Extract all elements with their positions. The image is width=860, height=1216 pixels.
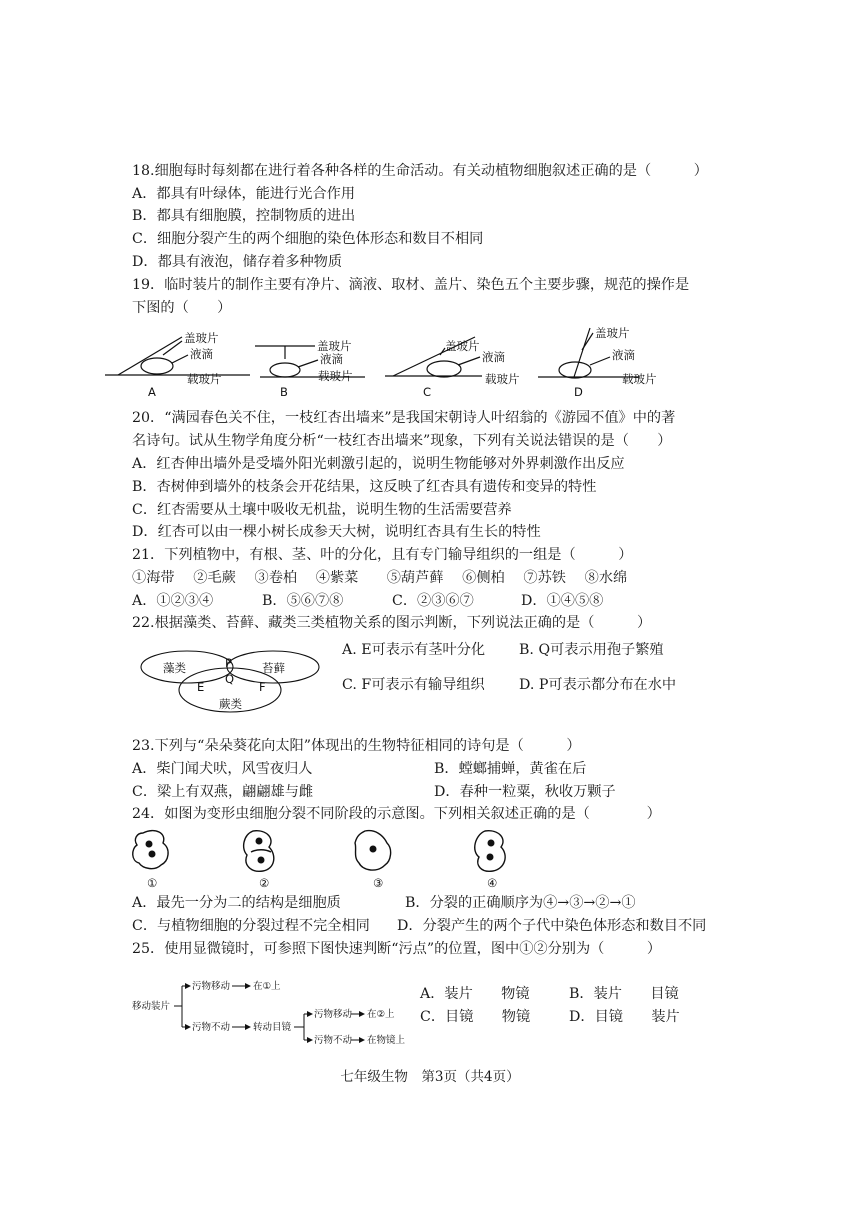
q20-option-d: D．红杏可以由一棵小树长成参天大树，说明红杏具有生长的特性: [132, 524, 541, 540]
q21-option-d: D．①④⑤⑧: [521, 593, 604, 609]
q19-c-slide-label: 载玻片: [485, 372, 520, 386]
q25-option-b: B．装片 目镜: [569, 986, 679, 1002]
q23-option-a: A．柴门闻犬吠，风雪夜归人: [132, 761, 313, 777]
q24-option-b: B．分裂的正确顺序为④→③→②→①: [405, 895, 636, 911]
venn-fern-label: 蕨类: [219, 697, 242, 711]
q25-option-c: C．目镜 物镜: [420, 1009, 531, 1025]
q19-d-cover-label: 盖玻片: [595, 326, 630, 340]
q18-stem: 18.细胞每时每刻都在进行着各种各样的生命活动。有关动植物细胞叙述正确的是（ ）: [132, 163, 708, 179]
q19-b-slide-label: 载玻片: [318, 369, 353, 383]
flow-turn-eyepiece: 转动目镜: [253, 1022, 292, 1033]
q20-option-b: B．杏树伸到墙外的枝条会开花结果，这反映了红杏具有遗传和变异的特性: [132, 479, 597, 495]
q21-option-b: B．⑤⑥⑦⑧: [262, 593, 344, 609]
q19-c-cover-label: 盖玻片: [445, 339, 480, 353]
q24-label-3: ③: [373, 876, 384, 890]
q23-option-c: C．梁上有双燕，翩翩雄与雌: [132, 784, 314, 800]
q23-stem: 23.下列与“朵朵葵花向太阳”体现出的生物特征相同的诗句是（ ）: [132, 738, 581, 754]
q18-option-d: D．都具有液泡，储存着多种物质: [132, 254, 343, 270]
q24-stem: 24．如图为变形虫细胞分裂不同阶段的示意图。下列相关叙述正确的是（ ）: [132, 806, 661, 822]
q20-stem-line1: 20．“满园春色关不住，一枝红杏出墙来”是我国宋朝诗人叶绍翁的《游园不值》中的著: [132, 410, 676, 426]
q19-letter-a: A: [148, 385, 156, 399]
q24-option-c: C．与植物细胞的分裂过程不完全相同: [132, 918, 370, 934]
page-footer: 七年级生物 第3页（共4页）: [340, 1069, 520, 1085]
q25-option-a: A．装片 物镜: [420, 986, 530, 1002]
flow-move-slide: 移动装片: [132, 1001, 171, 1012]
q22-venn-diagram: [135, 650, 325, 715]
q20-option-c: C．红杏需要从土壤中吸收无机盐，说明生物的生活需要营养: [132, 502, 512, 518]
q19-letter-d: D: [574, 385, 583, 399]
venn-moss-label: 苔藓: [262, 661, 285, 675]
q18-option-c: C．细胞分裂产生的两个细胞的染色体形态和数目不相同: [132, 231, 484, 247]
q18-option-a: A．都具有叶绿体，能进行光合作用: [132, 186, 356, 202]
q25-option-d: D．目镜 装片: [569, 1009, 680, 1025]
q22-stem: 22.根据藻类、苔藓、藏类三类植物关系的图示判断，下列说法正确的是（ ）: [132, 615, 652, 631]
q19-letter-c: C: [423, 385, 432, 399]
q21-stem: 21．下列植物中，有根、茎、叶的分化，且有专门输导组织的一组是（ ）: [132, 547, 633, 563]
q21-option-c: C．②③⑥⑦: [392, 593, 474, 609]
q24-option-d: D．分裂产生的两个子代中染色体形态和数目不同: [397, 918, 707, 934]
q24-label-4: ④: [487, 876, 498, 890]
venn-q-label: Q: [225, 672, 235, 686]
venn-e-label: E: [197, 680, 205, 694]
venn-algae-label: 藻类: [163, 661, 186, 675]
q19-d-slide-label: 载玻片: [622, 372, 657, 386]
flow-dirt-moves-2: 污物移动: [314, 1009, 353, 1020]
flow-at-2: 在②上: [367, 1009, 395, 1020]
venn-f-label: F: [259, 680, 266, 694]
q19-coverslip-diagram: [100, 325, 700, 400]
q19-b-drop-label: 液滴: [320, 352, 343, 366]
flow-dirt-moves: 污物移动: [192, 981, 231, 992]
q19-stem-line1: 19．临时装片的制作主要有净片、滴液、取材、盖片、染色五个主要步骤，规范的操作是: [132, 277, 690, 293]
q22-option-a: A. E可表示有茎叶分化: [342, 642, 486, 658]
q24-option-a: A．最先一分为二的结构是细胞质: [132, 895, 341, 911]
q19-a-drop-label: 液滴: [190, 347, 213, 361]
q25-flowchart: [132, 970, 422, 1055]
q19-stem-line2: 下图的（ ）: [132, 300, 232, 316]
q19-c-drop-label: 液滴: [482, 350, 505, 364]
q23-option-d: D．春种一粒粟，秋收万颗子: [434, 784, 616, 800]
flow-at-1: 在①上: [253, 981, 281, 992]
q19-a-cover-label: 盖玻片: [184, 331, 219, 345]
flow-dirt-still-2: 污物不动: [314, 1035, 353, 1046]
q21-items: ①海带 ②毛蕨 ③卷柏 ④紫菜 ⑤葫芦藓 ⑥侧柏 ⑦苏铁 ⑧水绵: [132, 570, 628, 586]
flow-at-objective: 在物镜上: [367, 1035, 406, 1046]
venn-p-label: P: [225, 656, 232, 670]
q23-option-b: B．螳螂捕蝉，黄雀在后: [434, 761, 587, 777]
q22-option-b: B. Q可表示用孢子繁殖: [519, 642, 664, 658]
q18-option-b: B．都具有细胞膜，控制物质的进出: [132, 208, 356, 224]
q24-label-2: ②: [259, 876, 270, 890]
q19-a-slide-label: 载玻片: [187, 372, 222, 386]
q24-label-1: ①: [147, 876, 158, 890]
q22-option-c: C. F可表示有输导组织: [342, 677, 485, 693]
q20-option-a: A．红杏伸出墙外是受墙外阳光刺激引起的，说明生物能够对外界刺激作出反应: [132, 456, 625, 472]
flow-dirt-still: 污物不动: [192, 1022, 231, 1033]
q19-d-drop-label: 液滴: [612, 348, 635, 362]
q25-stem: 25．使用显微镜时，可参照下图快速判断“污点”的位置，图中①②分别为（ ）: [132, 941, 662, 957]
q24-amoeba-division-diagram: [125, 825, 545, 890]
q22-option-d: D. P可表示都分布在水中: [519, 677, 677, 693]
q19-letter-b: B: [280, 385, 288, 399]
q21-option-a: A．①②③④: [132, 593, 214, 609]
q20-stem-line2: 名诗句。试从生物学角度分析“一枝红杏出墙来”现象，下列有关说法错误的是（ ）: [132, 433, 672, 449]
q19-b-cover-label: 盖玻片: [317, 339, 352, 353]
